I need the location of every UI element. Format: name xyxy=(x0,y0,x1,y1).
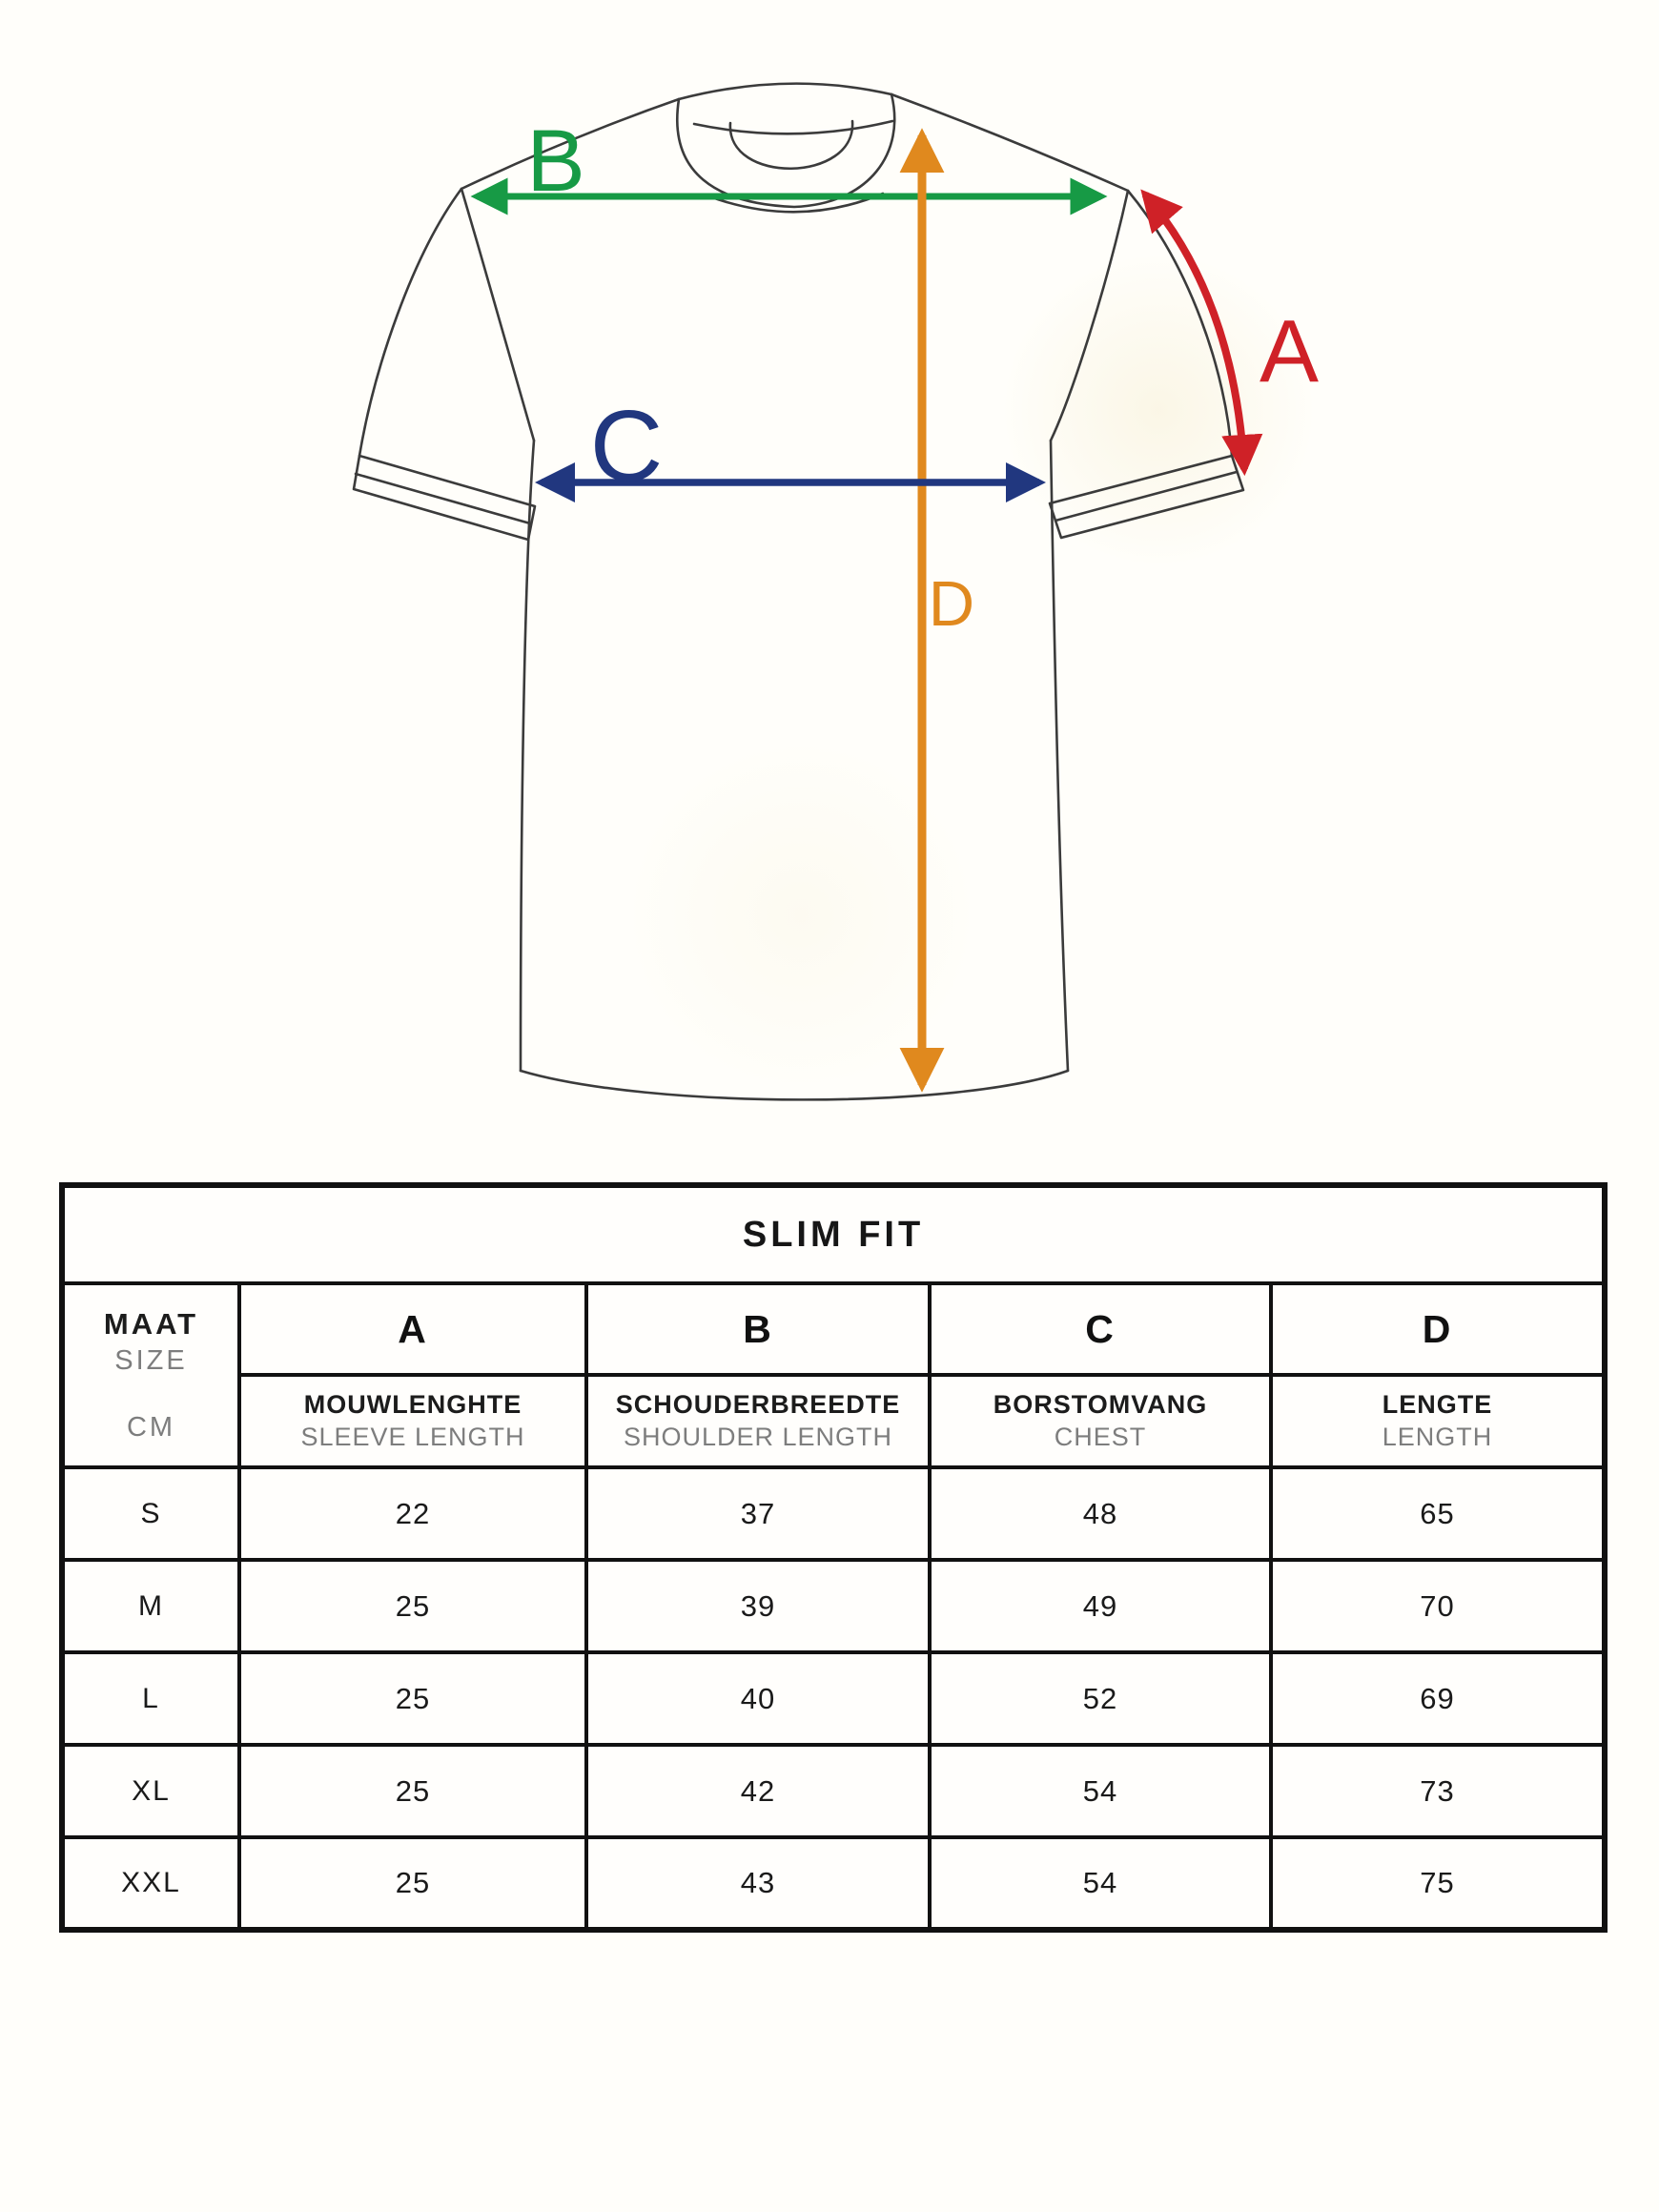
label-c: C xyxy=(589,390,664,502)
value-cell: 48 xyxy=(930,1467,1271,1560)
value-cell: 69 xyxy=(1271,1652,1605,1745)
left-cuff xyxy=(354,456,535,540)
table-row xyxy=(62,1745,1605,1837)
label-en: LENGTH xyxy=(1382,1423,1493,1451)
label-nl: BORSTOMVANG xyxy=(993,1390,1208,1419)
column-letter-b: B xyxy=(586,1283,930,1375)
table-row xyxy=(62,1560,1605,1652)
value-cell: 25 xyxy=(239,1652,586,1745)
column-label-d xyxy=(1271,1375,1605,1467)
label-en: CHEST xyxy=(1054,1423,1147,1451)
value-cell: 40 xyxy=(586,1652,930,1745)
label-b: B xyxy=(526,113,585,210)
right-shoulder-seam xyxy=(891,94,1128,191)
table-row xyxy=(62,1652,1605,1745)
column-label-a xyxy=(239,1375,586,1467)
value-cell: 54 xyxy=(930,1745,1271,1837)
size-cell: S xyxy=(62,1467,239,1560)
value-cell: 70 xyxy=(1271,1560,1605,1652)
label-nl: MOUWLENGHTE xyxy=(303,1390,522,1419)
value-cell: 52 xyxy=(930,1652,1271,1745)
right-sleeve xyxy=(1050,191,1243,538)
column-label-b xyxy=(586,1375,930,1467)
size-cell: M xyxy=(62,1560,239,1652)
value-cell: 43 xyxy=(586,1837,930,1930)
size-cell: XXL xyxy=(62,1837,239,1930)
measurement-arrows xyxy=(477,135,1244,1085)
size-table xyxy=(59,1182,1608,1933)
size-cell: L xyxy=(62,1652,239,1745)
table-row xyxy=(62,1467,1605,1560)
value-cell: 75 xyxy=(1271,1837,1605,1930)
value-cell: 49 xyxy=(930,1560,1271,1652)
size-header-cell xyxy=(62,1283,239,1467)
value-cell: 37 xyxy=(586,1467,930,1560)
value-cell: 22 xyxy=(239,1467,586,1560)
size-header-unit: CM xyxy=(126,1411,176,1443)
shirt-outline xyxy=(354,84,1243,1100)
label-nl: LENGTE xyxy=(1382,1390,1493,1419)
value-cell: 42 xyxy=(586,1745,930,1837)
letter-header-row xyxy=(62,1283,1605,1375)
size-header-nl: MAAT xyxy=(103,1306,199,1341)
value-cell: 25 xyxy=(239,1837,586,1930)
value-cell: 73 xyxy=(1271,1745,1605,1837)
label-en: SHOULDER LENGTH xyxy=(623,1423,893,1451)
column-letter-c: C xyxy=(930,1283,1271,1375)
size-header-en: SIZE xyxy=(114,1344,188,1376)
label-header-row xyxy=(62,1375,1605,1467)
collar xyxy=(677,84,894,213)
left-sleeve xyxy=(354,189,535,540)
column-letter-a: A xyxy=(239,1283,586,1375)
value-cell: 39 xyxy=(586,1560,930,1652)
table-title: SLIM FIT xyxy=(62,1185,1605,1283)
table-row xyxy=(62,1837,1605,1930)
value-cell: 25 xyxy=(239,1745,586,1837)
shirt-body xyxy=(521,440,1068,1099)
value-cell: 65 xyxy=(1271,1467,1605,1560)
value-cell: 25 xyxy=(239,1560,586,1652)
value-cell: 54 xyxy=(930,1837,1271,1930)
column-letter-d: D xyxy=(1271,1283,1605,1375)
size-cell: XL xyxy=(62,1745,239,1837)
label-en: SLEEVE LENGTH xyxy=(300,1423,525,1451)
label-d: D xyxy=(928,568,975,640)
table-title-row xyxy=(62,1185,1605,1283)
label-nl: SCHOUDERBREEDTE xyxy=(615,1390,901,1419)
label-a: A xyxy=(1259,301,1320,400)
column-label-c xyxy=(930,1375,1271,1467)
